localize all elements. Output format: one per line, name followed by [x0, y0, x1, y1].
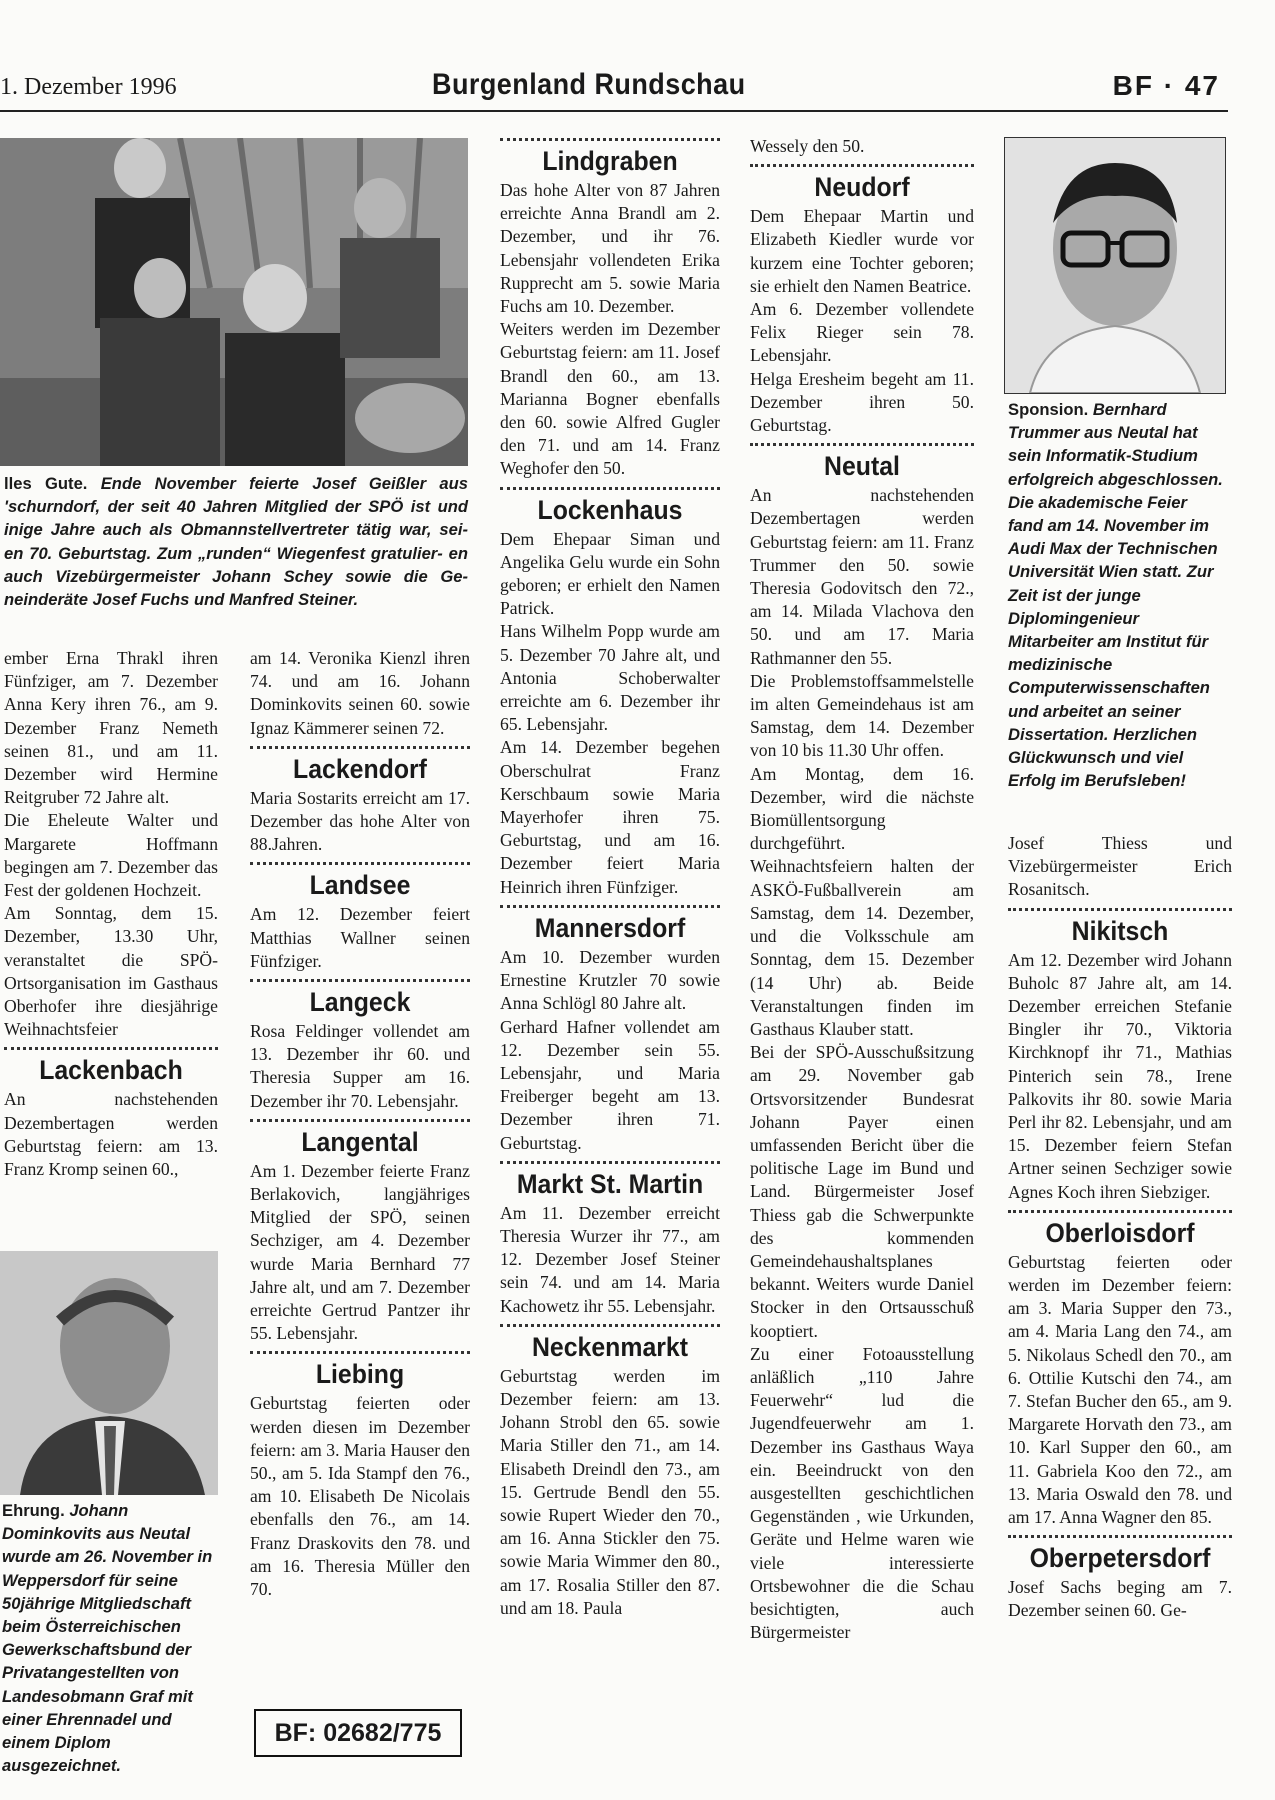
column-2 [250, 647, 470, 1601]
section-heading: Neutal [824, 451, 900, 482]
paragraph: Dem Ehepaar Martin und Elizabeth Kiedler wurde vor kurzem eine Tochter geboren; sie erhielt den Namen Beatrice. [750, 206, 974, 296]
paragraph: Das hohe Alter von 87 Jahren erreichte Anna Brandl am 2. Dezember, und ihr 76. Lebensjahr vollendeten Erika Rupprecht am 5. sowie Maria Fuchs am 10. Dezember. [500, 180, 720, 317]
paragraph: Bei der SPÖ-Ausschußsitzung am 29. November gab Ortsvorsitzender Bundesrat Johann Payer einen umfassenden Bericht über die politische Lage im Bund und Land. Bürgermeister Josef Thiess gab die Schwerpunkte des kommenden Gemeindehaushaltsplanes bekannt. Weiters wurde Daniel Stocker in den Ortsausschuß kooptiert. [750, 1042, 974, 1341]
page-number: BF · 47 [1112, 70, 1220, 101]
dotted-divider [500, 1161, 720, 1164]
dotted-divider [500, 487, 720, 490]
column-3 [500, 138, 720, 1620]
caption-text: Bernhard Trummer aus Neutal hat sein Informatik-Studium erfolgreich abgeschlossen. Die akademische Feier fand am 14. November im Audi Max der Technischen Universität Wien statt. Zur Zeit ist der junge Diplomingenieur Mitarbeiter am Institut für medizinische Computerwissenschaften und arbeitet an seiner Dissertation. Herzlichen Glückwunsch und viel Erfolg im Berufsleben! [1008, 400, 1223, 791]
paragraph: Geburtstag feierten oder werden im Dezember feiern: am 3. Maria Supper den 73., am 4. Maria Lang den 74., am 5. Nikolaus Schedl den 70., am 6. Ottilie Kutschi den 74., am 7. Stefan Bucher den 65., am 9. Margarete Horvath den 73., am 10. Karl Supper den 60., am 11. Gabriela Koo den 72., am 13. Maria Oswald den 78. und am 17. Anna Wagner den 85. [1008, 1251, 1232, 1528]
paragraph: Am 14. Dezember begehen Oberschulrat Franz Kerschbaum sowie Maria Mayerhofer ihren 75. Geburtstag, und am 16. Dezember feiert Maria Heinrich ihren Fünfziger. [500, 737, 720, 897]
paragraph: Am 12. Dezember wird Johann Buholc 87 Jahre alt, am 14. Dezember erreichen Stefanie Bingler ihr 70., Viktoria Kirchknopf ihr 71., Mathias Pinterich sein 78., Irene Palkovits ihr 80. sowie Maria Perl ihr 82. Lebensjahr, und am 15. Dezember feiern Stefan Artner seinen Sechziger sowie Agnes Koch ihren Siebziger. [1008, 949, 1232, 1202]
column-1 [4, 647, 218, 1181]
paragraph: An nachstehenden Dezembertagen werden Geburtstag feiern: am 11. Franz Trummer den 50. sowie Theresia Godovitsch den 72., am 14. Milada Vlachova den 50. und am 17. Maria Rathmanner den 55. [750, 485, 974, 668]
section-heading: Neudorf [814, 172, 910, 203]
section-heading: Neckenmarkt [531, 1331, 689, 1362]
section-heading: Oberloisdorf [1045, 1217, 1195, 1248]
dotted-divider [250, 862, 470, 865]
section-heading: Landsee [309, 870, 411, 901]
paragraph: Am 1. Dezember feierte Franz Berlakovich, langjähriges Mitglied der SPÖ, seinen Sechziger, am 4. Dezember wurde Maria Bernhard 77 Jahre alt, und am 7. Dezember erreichte Gertrud Pantzer ihr 55. Lebensjahr. [250, 1160, 470, 1344]
dotted-divider [250, 1119, 470, 1122]
paragraph: Josef Thiess und Vizebürgermeister Erich Rosanitsch. [1008, 833, 1232, 900]
portrait-caption-trummer [1008, 398, 1226, 792]
caption-text: Ende November feierte Josef Geißler aus 'schurndorf, der seit 40 Jahren Mitglied der SPÖ ist und inige Jahre auch als Obmannstellvertreter tätig war, sei- en 70. Geburtstag. Zum „runden“ Wiegenfest gratulier- en auch Vizebürgermeister Johann Schey sowie die Ge- neinderäte Josef Fuchs und Manfred Steiner. [4, 474, 468, 610]
dotted-divider [1008, 908, 1232, 911]
portrait-photo-trummer [1004, 137, 1226, 394]
paragraph: Am 11. Dezember erreicht Theresia Wurzer ihr 77., am 12. Dezember Josef Steiner sein 74. und am 14. Maria Kachowetz ihr 55. Lebensjahr. [500, 1202, 720, 1316]
paragraph: Helga Eresheim begeht am 11. Dezember ihren 50. Geburtstag. [750, 368, 974, 436]
section-heading: Langental [301, 1126, 419, 1157]
paragraph: ember Erna Thrakl ihren Fünfziger, am 7. Dezember Anna Kery ihren 76., am 9. Dezember Franz Nemeth seinen 81., und am 11. Dezember wird Hermine Reitgruber 72 Jahre alt. [4, 648, 218, 808]
paragraph: am 14. Veronika Kienzl ihren 74. und am 16. Johann Dominkovits seinen 60. sowie Ignaz Kämmerer seinen 72. [250, 648, 470, 738]
group-photo-caption [4, 472, 468, 611]
dotted-divider [250, 979, 470, 982]
section-heading: Markt St. Martin [516, 1168, 704, 1199]
dotted-divider [1008, 1535, 1232, 1538]
paragraph: Geburtstag feierten oder werden diesen im Dezember feiern: am 3. Maria Hauser den 50., am 5. Ida Stampf den 76., am 10. Elisabeth De Nicolais ebenfalls den 76., am 14. Franz Draskovits den 78. und am 16. Theresia Müller den 70. [250, 1393, 470, 1600]
group-photo [0, 138, 468, 466]
dotted-divider [500, 905, 720, 908]
paragraph: Maria Sostarits erreicht am 17. Dezember das hohe Alter von 88.Jahren. [250, 787, 470, 855]
paragraph: Josef Sachs beging am 7. Dezember seinen 60. Ge- [1008, 1577, 1232, 1621]
section-heading: Lockenhaus [537, 494, 683, 525]
paragraph: Weihnachtsfeiern halten der ASKÖ-Fußballverein am Samstag, dem 14. Dezember, und die Volksschule am Sonntag, dem 15. Dezember (14 Uhr) ab. Beide Veranstaltungen finden im Gasthaus Klauber statt. [750, 856, 974, 1039]
paragraph: An nachstehenden Dezembertagen werden Geburtstag feiern: am 13. Franz Kromp seinen 60., [4, 1089, 218, 1180]
section-heading: Mannersdorf [534, 912, 686, 943]
paragraph: Am Sonntag, dem 15. Dezember, 13.30 Uhr, veranstaltet die SPÖ-Ortsorganisation im Gasthaus Oberhofer ihre diesjährige Weihnachtsfeier [4, 903, 218, 1040]
section-heading: Nikitsch [1071, 915, 1169, 946]
section-heading: Liebing [315, 1359, 405, 1390]
caption-lead: Ehrung. [2, 1501, 65, 1520]
section-heading: Lindgraben [542, 146, 678, 176]
dotted-divider [500, 138, 720, 141]
paragraph: Am 12. Dezember feiert Matthias Wallner seinen Fünfziger. [250, 904, 470, 971]
paragraph: Die Problemstoffsammelstelle im alten Gemeindehaus ist am Samstag, dem 14. Dezember von 10 bis 11.30 Uhr offen. [750, 670, 974, 761]
section-heading: Oberpetersdorf [1029, 1543, 1211, 1574]
paragraph: Die Eheleute Walter und Margarete Hoffmann begingen am 7. Dezember das Fest der goldenen Hochzeit. [4, 810, 218, 901]
paragraph: Dem Ehepaar Siman und Angelika Gelu wurde ein Sohn geboren; er erhielt den Namen Patrick. [500, 528, 720, 619]
paragraph: Am 10. Dezember wurden Ernestine Krutzler 70 sowie Anna Schlögl 80 Jahre alt. [500, 946, 720, 1014]
dotted-divider [750, 443, 974, 446]
section-heading: Lackendorf [293, 753, 427, 784]
section-heading: Lackenbach [39, 1055, 183, 1086]
paragraph: Wessely den 50. [750, 136, 865, 156]
caption-lead: lles Gute. [4, 474, 88, 493]
phone-box: BF: 02682/775 [254, 1709, 462, 1757]
paragraph: Am Montag, dem 16. Dezember, wird die nächste Biomüllentsorgung durchgeführt. [750, 763, 974, 854]
paragraph: Weiters werden im Dezember Geburtstag feiern: am 11. Josef Brandl den 60., am 13. Marianna Bogner ebenfalls den 60. sowie Alfred Gugler den 71. und am 14. Franz Weghofer den 50. [500, 319, 720, 479]
paragraph: Am 6. Dezember vollendete Felix Rieger sein 78. Lebensjahr. [750, 299, 974, 366]
dotted-divider [4, 1047, 218, 1050]
paragraph: Gerhard Hafner vollendet am 12. Dezember sein 55. Lebensjahr, und Maria Freiberger begeht am 13. Dezember ihren 71. Geburtstag. [500, 1016, 720, 1153]
caption-lead: Sponsion. [1008, 400, 1089, 419]
page-header [0, 68, 1228, 112]
newspaper-title: Burgenland Rundschau [432, 68, 746, 101]
dotted-divider [1008, 1210, 1232, 1213]
paragraph: Zu einer Fotoausstellung anläßlich „110 Jahre Feuerwehr“ lud die Jugendfeuerwehr am 1. Dezember ins Gasthaus Waya ein. Beeindruckt von den ausgestellten geschichtlichen Gegenständen , wie Urkunden, Geräte und Helme waren wie viele interessierte Ortsbewohner die die Schau besichtigten, auch Bürgermeister [750, 1343, 974, 1643]
dotted-divider [750, 164, 974, 167]
issue-date: 1. Dezember 1996 [0, 74, 177, 100]
portrait-photo-dominkovits [0, 1251, 218, 1495]
dotted-divider [500, 1324, 720, 1327]
paragraph: Rosa Feldinger vollendet am 13. Dezember ihr 60. und Theresia Supper am 16. Dezember ihr 70. Lebensjahr. [250, 1021, 470, 1111]
section-heading: Langeck [309, 987, 411, 1018]
portrait-caption-dominkovits [2, 1499, 216, 1777]
paragraph: Geburtstag werden im Dezember feiern: am 13. Johann Strobl den 65. sowie Maria Stiller den 71., am 14. Elisabeth Dreindl den 73., am 15. Gertrude Bendl den 55. sowie Rupert Wieder den 70., am 16. Anna Stickler den 75. sowie Maria Wimmer den 80., am 17. Rosalia Stiller den 87. und am 18. Paula [500, 1365, 720, 1618]
caption-text: Johann Dominkovits aus Neutal wurde am 26. November in Weppersdorf für seine 50jährige Mitgliedschaft beim Österreichischen Gewerkschaftsbund der Privatangestellten von Landesobmann Graf mit einer Ehrennadel und einem Diplom ausgezeichnet. [2, 1501, 213, 1776]
dotted-divider [250, 746, 470, 749]
paragraph: Hans Wilhelm Popp wurde am 5. Dezember 70 Jahre alt, und Antonia Schoberwalter erreichte am 6. Dezember ihr 65. Lebensjahr. [500, 621, 720, 735]
column-4 [750, 135, 974, 1644]
dotted-divider [250, 1351, 470, 1354]
column-5 [1008, 832, 1232, 1623]
